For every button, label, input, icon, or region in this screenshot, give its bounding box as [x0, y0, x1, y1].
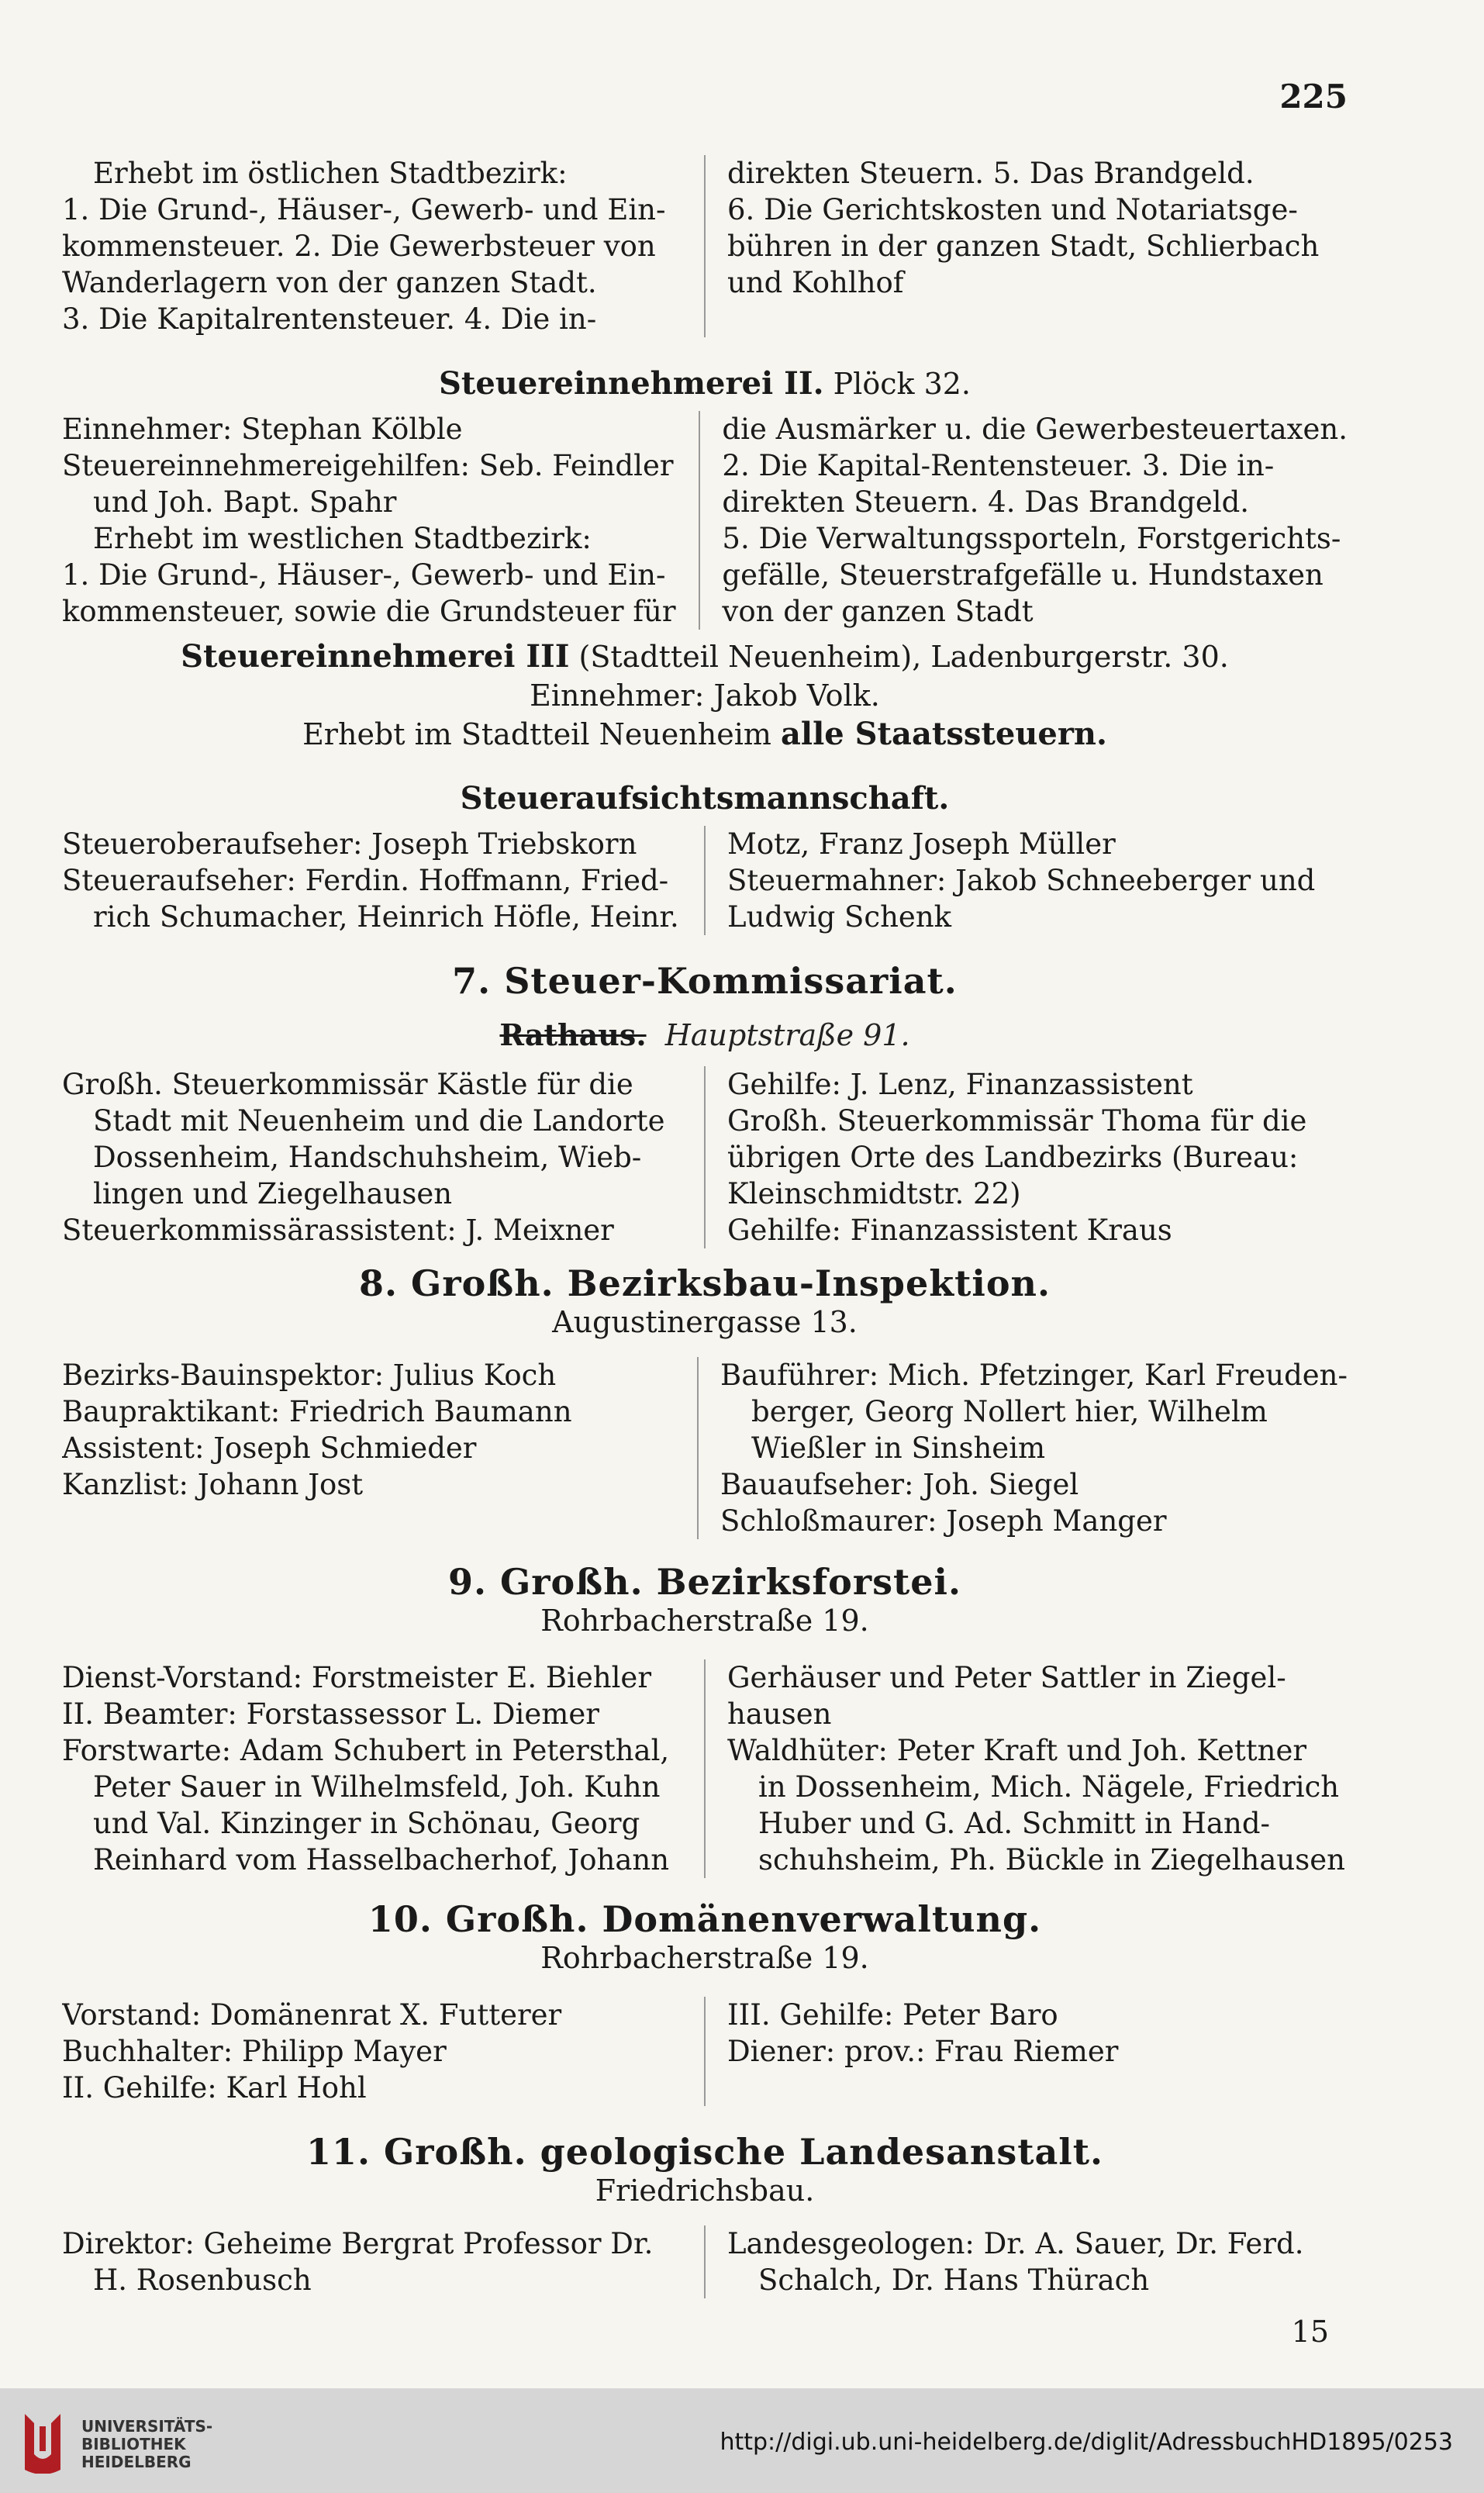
left-column	[62, 411, 700, 630]
logo-line: BIBLIOTHEK	[81, 2435, 186, 2453]
text-line: direkten Steuern. 5. Das Brandgeld.	[727, 157, 1254, 190]
text-line: Forstwarte: Adam Schubert in Petersthal,	[62, 1734, 670, 1767]
text-line: und Joh. Bapt. Spahr	[93, 485, 397, 519]
text-line: Reinhard vom Hasselbacherhof, Johann	[93, 1843, 670, 1877]
logo-line: HEIDELBERG	[81, 2453, 192, 2471]
logo-line: UNIVERSITÄTS-	[81, 2417, 213, 2436]
text-line: Erhebt im westlichen Stadtbezirk:	[93, 522, 592, 555]
text-line: Einnehmer: Jakob Volk.	[530, 678, 880, 713]
section-heading	[62, 364, 1348, 403]
library-logo-icon	[16, 2408, 70, 2474]
address-correction	[62, 1016, 1348, 1055]
text-line: II. Beamter: Forstassessor L. Diemer	[62, 1697, 599, 1731]
text-line: und Val. Kinzinger in Schönau, Georg	[93, 1807, 640, 1840]
section-bezirksbau	[62, 1357, 1348, 1539]
text-line: Waldhüter: Peter Kraft und Joh. Kettner	[727, 1734, 1307, 1767]
text-line: Erhebt im östlichen Stadtbezirk:	[93, 157, 568, 190]
text-line: gefälle, Steuerstrafgefälle u. Hundstaxen	[722, 558, 1324, 592]
heading-address: (Stadtteil Neuenheim), Ladenburgerstr. 30.	[578, 640, 1229, 674]
heading-address: Augustinergasse 13.	[552, 1305, 858, 1339]
heading-title: 8. Großh. Bezirksbau-Inspektion.	[359, 1262, 1051, 1304]
text-line: 1. Die Grund-, Häuser-, Gewerb- und Ein-	[62, 193, 666, 226]
text-line: Vorstand: Domänenrat X. Futterer	[62, 1998, 562, 2032]
text-line: Diener: prov.: Frau Riemer	[727, 2035, 1119, 2068]
text-line: schuhsheim, Ph. Bückle in Ziegelhausen	[758, 1843, 1345, 1877]
right-column	[706, 1659, 1348, 1878]
source-url[interactable]: http://digi.ub.uni-heidelberg.de/diglit/AdressbuchHD1895/0253	[720, 2429, 1453, 2456]
text-line: in Dossenheim, Mich. Nägele, Friedrich	[758, 1770, 1340, 1804]
left-column	[62, 1066, 706, 1248]
text-line: Steuereinnehmereigehilfen: Seb. Feindler	[62, 449, 674, 482]
section-geologische-landesanstalt	[62, 2225, 1348, 2298]
text-line: Motz, Franz Joseph Müller	[727, 827, 1116, 861]
signature-mark: 15	[1291, 2315, 1329, 2349]
heading-title: Steueraufsichtsmannschaft.	[460, 780, 950, 817]
right-column	[700, 411, 1348, 630]
section-domaenenverwaltung	[62, 1997, 1348, 2106]
text-line: Baupraktikant: Friedrich Baumann	[62, 1395, 572, 1428]
text-line: Gehilfe: J. Lenz, Finanzassistent	[727, 1068, 1193, 1101]
left-column	[62, 2225, 706, 2298]
page-number: 225	[1279, 78, 1348, 116]
text-line: Steueroberaufseher: Joseph Triebskorn	[62, 827, 637, 861]
heading-title: 10. Großh. Domänenverwaltung.	[368, 1898, 1042, 1940]
section-steuereinnehmerei-2	[62, 411, 1348, 630]
text-line: III. Gehilfe: Peter Baro	[727, 1998, 1058, 2032]
text-line: Assistent: Joseph Schmieder	[62, 1431, 477, 1465]
section-steueraufsicht	[62, 826, 1348, 935]
text-line: Kanzlist: Johann Jost	[62, 1468, 364, 1501]
heading-title: 9. Großh. Bezirksforstei.	[447, 1561, 961, 1603]
left-column	[62, 1357, 699, 1539]
text-line: Dossenheim, Handschuhsheim, Wieb-	[93, 1141, 642, 1174]
heading-address: Rohrbacherstraße 19.	[540, 1941, 869, 1975]
library-name	[81, 2418, 212, 2471]
text-line	[62, 715, 1348, 754]
right-column	[706, 826, 1348, 935]
section-steuereinnehmerei-3	[62, 637, 1348, 754]
right-column	[706, 1997, 1348, 2106]
text-line: Gehilfe: Finanzassistent Kraus	[727, 1214, 1172, 1247]
text-line: Buchhalter: Philipp Mayer	[62, 2035, 447, 2068]
section-heading	[62, 962, 1348, 1003]
text-line: kommensteuer. 2. Die Gewerbsteuer von	[62, 230, 656, 263]
handwritten-address: Hauptstraße 91.	[664, 1018, 910, 1052]
text-line: Wanderlagern von der ganzen Stadt.	[62, 266, 597, 299]
text-line: Bauaufseher: Joh. Siegel	[720, 1468, 1079, 1501]
text-line: 3. Die Kapitalrentensteuer. 4. Die in-	[62, 302, 597, 336]
right-column	[699, 1357, 1348, 1539]
text-line: Steuermahner: Jakob Schneeberger und	[727, 864, 1316, 897]
text-line: Steuerkommissärassistent: J. Meixner	[62, 1214, 614, 1247]
text-line: Großh. Steuerkommissär Kästle für die	[62, 1068, 633, 1101]
section-heading	[62, 1900, 1348, 1977]
heading-title: Steuereinnehmerei II.	[438, 365, 824, 402]
heading-title: Steuereinnehmerei III	[181, 638, 570, 675]
section-heading	[62, 1264, 1348, 1341]
section-heading	[62, 1562, 1348, 1640]
text-line: Großh. Steuerkommissär Thoma für die	[727, 1104, 1307, 1138]
heading-title: 7. Steuer-Kommissariat.	[452, 960, 958, 1002]
heading-address: Rohrbacherstraße 19.	[540, 1604, 869, 1638]
section-steuer-kommissariat	[62, 1066, 1348, 1248]
text-line: Bauführer: Mich. Pfetzinger, Karl Freuden-	[720, 1359, 1348, 1392]
struck-address: Rathaus.	[499, 1017, 647, 1052]
text-line: 5. Die Verwaltungssporteln, Forstgerichts-	[722, 522, 1341, 555]
text-line: lingen und Ziegelhausen	[93, 1177, 453, 1210]
text-line: Direktor: Geheime Bergrat Professor Dr.	[62, 2227, 654, 2260]
text-line: 2. Die Kapital-Rentensteuer. 3. Die in-	[722, 449, 1275, 482]
text-line: Gerhäuser und Peter Sattler in Ziegel-	[727, 1661, 1286, 1694]
text-line: Schalch, Dr. Hans Thürach	[758, 2263, 1150, 2297]
text-line: Schloßmaurer: Joseph Manger	[720, 1504, 1167, 1538]
heading-address: Plöck 32.	[833, 367, 972, 401]
right-column	[706, 1066, 1348, 1248]
section-bezirksforstei	[62, 1659, 1348, 1878]
text-line	[62, 637, 1348, 676]
left-column	[62, 155, 706, 337]
text-line: die Ausmärker u. die Gewerbesteuertaxen.	[722, 413, 1348, 446]
text-line: und Kohlhof	[727, 266, 904, 299]
text-span-bold: alle Staatssteuern.	[780, 716, 1107, 752]
text-line: hausen	[727, 1697, 832, 1731]
text-line: übrigen Orte des Landbezirks (Bureau:	[727, 1141, 1299, 1174]
text-line: berger, Georg Nollert hier, Wilhelm	[751, 1395, 1268, 1428]
text-line: direkten Steuern. 4. Das Brandgeld.	[722, 485, 1250, 519]
text-line: kommensteuer, sowie die Grundsteuer für	[62, 595, 676, 628]
text-line: Steueraufseher: Ferdin. Hoffmann, Fried-	[62, 864, 669, 897]
text-line: Ludwig Schenk	[727, 900, 952, 934]
section-heading	[62, 2132, 1348, 2210]
left-column	[62, 1659, 706, 1878]
text-line: 6. Die Gerichtskosten und Notariatsge-	[727, 193, 1298, 226]
text-line: Peter Sauer in Wilhelmsfeld, Joh. Kuhn	[93, 1770, 661, 1804]
text-line: Einnehmer: Stephan Kölble	[62, 413, 463, 446]
viewer-footer	[0, 2388, 1484, 2493]
text-line: Dienst-Vorstand: Forstmeister E. Biehler	[62, 1661, 652, 1694]
text-line: Huber und G. Ad. Schmitt in Hand-	[758, 1807, 1271, 1840]
text-line: H. Rosenbusch	[93, 2263, 312, 2297]
text-line: Kleinschmidtstr. 22)	[727, 1177, 1021, 1210]
right-column	[706, 155, 1348, 337]
text-line: rich Schumacher, Heinrich Höfle, Heinr.	[93, 900, 679, 934]
heading-title: 11. Großh. geologische Landesanstalt.	[305, 2131, 1104, 2173]
text-line: Bezirks-Bauinspektor: Julius Koch	[62, 1359, 557, 1392]
text-line: Stadt mit Neuenheim und die Landorte	[93, 1104, 665, 1138]
text-line: 1. Die Grund-, Häuser-, Gewerb- und Ein-	[62, 558, 666, 592]
left-column	[62, 826, 706, 935]
text-line: Wießler in Sinsheim	[751, 1431, 1046, 1465]
heading-address: Friedrichsbau.	[595, 2174, 815, 2208]
section-stadtbezirk-ost	[62, 155, 1348, 337]
right-column	[706, 2225, 1348, 2298]
left-column	[62, 1997, 706, 2106]
text-line: bühren in der ganzen Stadt, Schlierbach	[727, 230, 1320, 263]
text-line: von der ganzen Stadt	[722, 595, 1034, 628]
text-span: Erhebt im Stadtteil Neuenheim	[302, 717, 771, 751]
text-line: Landesgeologen: Dr. A. Sauer, Dr. Ferd.	[727, 2227, 1304, 2260]
text-line: II. Gehilfe: Karl Hohl	[62, 2071, 367, 2105]
section-heading	[62, 779, 1348, 818]
